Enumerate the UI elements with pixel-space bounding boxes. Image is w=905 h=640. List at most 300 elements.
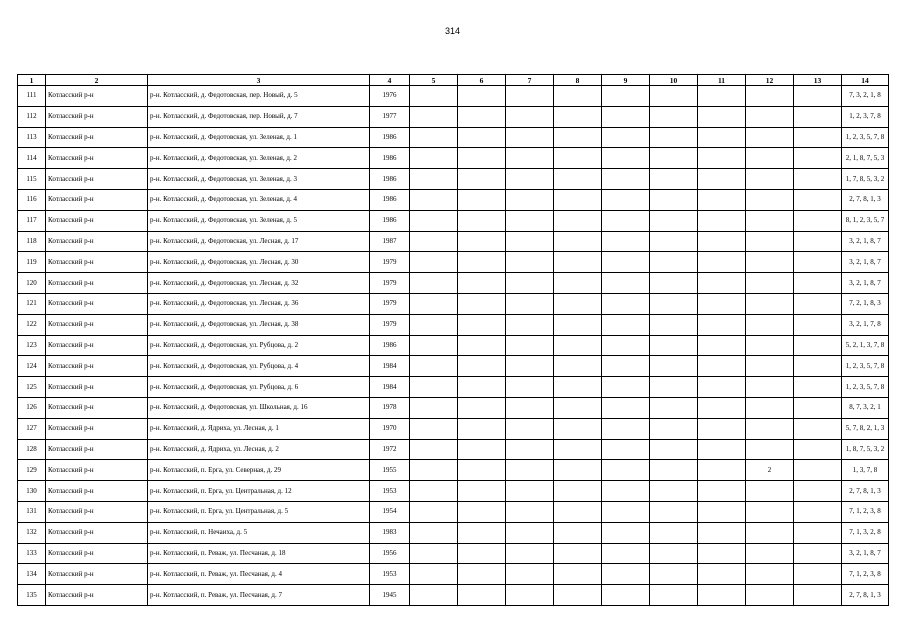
cell-col-13 bbox=[794, 273, 842, 294]
cell-col-12 bbox=[746, 356, 794, 377]
cell-col-9 bbox=[602, 273, 650, 294]
cell-col-5 bbox=[410, 418, 458, 439]
cell-col-9 bbox=[602, 314, 650, 335]
cell-address: р-н. Котласский, д. Федотовская, пер. Новый, д. 5 bbox=[148, 86, 370, 107]
cell-col-8 bbox=[554, 439, 602, 460]
cell-col-11 bbox=[698, 356, 746, 377]
cell-col-12 bbox=[746, 189, 794, 210]
cell-col-11 bbox=[698, 314, 746, 335]
cell-year: 1979 bbox=[370, 293, 410, 314]
cell-col-11 bbox=[698, 106, 746, 127]
cell-col-11 bbox=[698, 564, 746, 585]
cell-col-8 bbox=[554, 501, 602, 522]
cell-address: р-н. Котласский, д. Федотовская, ул. Лесная, д. 36 bbox=[148, 293, 370, 314]
cell-col-5 bbox=[410, 564, 458, 585]
cell-col-11 bbox=[698, 397, 746, 418]
cell-row-number: 120 bbox=[18, 273, 46, 294]
cell-year: 1986 bbox=[370, 148, 410, 169]
cell-row-number: 124 bbox=[18, 356, 46, 377]
cell-col-7 bbox=[506, 189, 554, 210]
table-row bbox=[18, 314, 889, 335]
cell-col-13 bbox=[794, 86, 842, 107]
cell-col-5 bbox=[410, 106, 458, 127]
cell-col-7 bbox=[506, 231, 554, 252]
cell-col-12 bbox=[746, 564, 794, 585]
column-header-7: 7 bbox=[506, 75, 554, 86]
cell-col-11 bbox=[698, 418, 746, 439]
table-row bbox=[18, 564, 889, 585]
cell-col-9 bbox=[602, 293, 650, 314]
cell-district: Котласский р-н bbox=[46, 377, 148, 398]
cell-year: 1983 bbox=[370, 522, 410, 543]
cell-col-14: 3, 2, 1, 8, 7 bbox=[842, 543, 889, 564]
cell-address: р-н. Котласский, п. Реваж, ул. Песчаная, д. 7 bbox=[148, 585, 370, 606]
cell-district: Котласский р-н bbox=[46, 252, 148, 273]
column-header-10: 10 bbox=[650, 75, 698, 86]
cell-address: р-н. Котласский, д. Федотовская, ул. Рубцова, д. 6 bbox=[148, 377, 370, 398]
cell-col-13 bbox=[794, 397, 842, 418]
cell-col-13 bbox=[794, 335, 842, 356]
cell-district: Котласский р-н bbox=[46, 585, 148, 606]
cell-col-5 bbox=[410, 481, 458, 502]
cell-col-11 bbox=[698, 210, 746, 231]
cell-year: 1986 bbox=[370, 127, 410, 148]
cell-district: Котласский р-н bbox=[46, 356, 148, 377]
table-row bbox=[18, 522, 889, 543]
cell-col-12 bbox=[746, 314, 794, 335]
cell-district: Котласский р-н bbox=[46, 418, 148, 439]
cell-col-7 bbox=[506, 585, 554, 606]
cell-col-7 bbox=[506, 356, 554, 377]
cell-district: Котласский р-н bbox=[46, 564, 148, 585]
cell-col-9 bbox=[602, 522, 650, 543]
cell-district: Котласский р-н bbox=[46, 86, 148, 107]
cell-col-8 bbox=[554, 169, 602, 190]
cell-col-10 bbox=[650, 418, 698, 439]
cell-col-12 bbox=[746, 231, 794, 252]
register-table bbox=[17, 74, 889, 606]
cell-year: 1955 bbox=[370, 460, 410, 481]
cell-col-7 bbox=[506, 314, 554, 335]
cell-col-7 bbox=[506, 210, 554, 231]
cell-col-8 bbox=[554, 397, 602, 418]
cell-district: Котласский р-н bbox=[46, 460, 148, 481]
cell-col-11 bbox=[698, 231, 746, 252]
cell-col-8 bbox=[554, 189, 602, 210]
cell-row-number: 112 bbox=[18, 106, 46, 127]
cell-row-number: 122 bbox=[18, 314, 46, 335]
cell-col-14: 5, 7, 8, 2, 1, 3 bbox=[842, 418, 889, 439]
cell-row-number: 127 bbox=[18, 418, 46, 439]
cell-col-5 bbox=[410, 501, 458, 522]
cell-col-14: 1, 2, 3, 5, 7, 8 bbox=[842, 377, 889, 398]
cell-col-5 bbox=[410, 356, 458, 377]
cell-col-5 bbox=[410, 148, 458, 169]
cell-address: р-н. Котласский, д. Ядриха, ул. Лесная, д. 1 bbox=[148, 418, 370, 439]
cell-col-6 bbox=[458, 481, 506, 502]
cell-col-7 bbox=[506, 460, 554, 481]
cell-col-13 bbox=[794, 543, 842, 564]
cell-col-8 bbox=[554, 481, 602, 502]
cell-col-14: 1, 3, 7, 8 bbox=[842, 460, 889, 481]
table-row bbox=[18, 585, 889, 606]
cell-col-6 bbox=[458, 543, 506, 564]
cell-row-number: 128 bbox=[18, 439, 46, 460]
cell-col-14: 3, 2, 1, 8, 7 bbox=[842, 273, 889, 294]
cell-address: р-н. Котласский, д. Федотовская, ул. Зеленая, д. 3 bbox=[148, 169, 370, 190]
cell-col-9 bbox=[602, 585, 650, 606]
cell-col-14: 5, 2, 1, 3, 7, 8 bbox=[842, 335, 889, 356]
cell-row-number: 129 bbox=[18, 460, 46, 481]
cell-col-10 bbox=[650, 127, 698, 148]
table-row bbox=[18, 210, 889, 231]
cell-col-8 bbox=[554, 293, 602, 314]
cell-col-8 bbox=[554, 148, 602, 169]
cell-col-10 bbox=[650, 273, 698, 294]
cell-col-11 bbox=[698, 585, 746, 606]
cell-col-5 bbox=[410, 231, 458, 252]
cell-col-6 bbox=[458, 522, 506, 543]
column-header-5: 5 bbox=[410, 75, 458, 86]
cell-col-9 bbox=[602, 418, 650, 439]
cell-row-number: 123 bbox=[18, 335, 46, 356]
cell-year: 1972 bbox=[370, 439, 410, 460]
cell-col-13 bbox=[794, 585, 842, 606]
cell-col-6 bbox=[458, 460, 506, 481]
cell-col-13 bbox=[794, 252, 842, 273]
cell-col-7 bbox=[506, 273, 554, 294]
cell-year: 1945 bbox=[370, 585, 410, 606]
cell-col-9 bbox=[602, 356, 650, 377]
cell-col-8 bbox=[554, 377, 602, 398]
cell-address: р-н. Котласский, д. Федотовская, ул. Школьная, д. 16 bbox=[148, 397, 370, 418]
cell-col-10 bbox=[650, 439, 698, 460]
cell-col-8 bbox=[554, 314, 602, 335]
cell-col-14: 1, 2, 3, 7, 8 bbox=[842, 106, 889, 127]
cell-col-14: 1, 7, 8, 5, 3, 2 bbox=[842, 169, 889, 190]
cell-col-7 bbox=[506, 106, 554, 127]
cell-year: 1986 bbox=[370, 335, 410, 356]
cell-address: р-н. Котласский, п. Ерга, ул. Центральная, д. 5 bbox=[148, 501, 370, 522]
cell-district: Котласский р-н bbox=[46, 543, 148, 564]
table-row bbox=[18, 189, 889, 210]
cell-district: Котласский р-н bbox=[46, 397, 148, 418]
cell-col-12 bbox=[746, 418, 794, 439]
table-row bbox=[18, 397, 889, 418]
table-row bbox=[18, 231, 889, 252]
cell-col-14: 1, 2, 3, 5, 7, 8 bbox=[842, 356, 889, 377]
cell-address: р-н. Котласский, п. Ерга, ул. Северная, д. 29 bbox=[148, 460, 370, 481]
cell-col-14: 8, 7, 3, 2, 1 bbox=[842, 397, 889, 418]
column-header-12: 12 bbox=[746, 75, 794, 86]
cell-col-14: 2, 1, 8, 7, 5, 3 bbox=[842, 148, 889, 169]
column-header-14: 14 bbox=[842, 75, 889, 86]
cell-col-11 bbox=[698, 189, 746, 210]
cell-col-11 bbox=[698, 335, 746, 356]
cell-col-11 bbox=[698, 377, 746, 398]
table-row bbox=[18, 86, 889, 107]
cell-district: Котласский р-н bbox=[46, 439, 148, 460]
cell-col-13 bbox=[794, 501, 842, 522]
cell-col-9 bbox=[602, 231, 650, 252]
cell-address: р-н. Котласский, п. Ерга, ул. Центральная, д. 12 bbox=[148, 481, 370, 502]
cell-col-6 bbox=[458, 564, 506, 585]
cell-district: Котласский р-н bbox=[46, 189, 148, 210]
cell-col-6 bbox=[458, 501, 506, 522]
table-row bbox=[18, 481, 889, 502]
cell-col-9 bbox=[602, 189, 650, 210]
cell-col-5 bbox=[410, 273, 458, 294]
cell-col-7 bbox=[506, 543, 554, 564]
table-row bbox=[18, 418, 889, 439]
cell-year: 1953 bbox=[370, 564, 410, 585]
cell-col-7 bbox=[506, 86, 554, 107]
cell-col-7 bbox=[506, 293, 554, 314]
cell-address: р-н. Котласский, д. Ядриха, ул. Лесная, д. 2 bbox=[148, 439, 370, 460]
cell-col-9 bbox=[602, 481, 650, 502]
cell-col-5 bbox=[410, 293, 458, 314]
cell-address: р-н. Котласский, д. Федотовская, ул. Лесная, д. 30 bbox=[148, 252, 370, 273]
cell-col-14: 1, 8, 7, 5, 3, 2 bbox=[842, 439, 889, 460]
cell-address: р-н. Котласский, д. Федотовская, ул. Рубцова, д. 4 bbox=[148, 356, 370, 377]
cell-col-9 bbox=[602, 397, 650, 418]
cell-district: Котласский р-н bbox=[46, 127, 148, 148]
cell-year: 1976 bbox=[370, 86, 410, 107]
cell-col-8 bbox=[554, 356, 602, 377]
cell-col-14: 7, 1, 3, 2, 8 bbox=[842, 522, 889, 543]
cell-col-5 bbox=[410, 335, 458, 356]
cell-col-8 bbox=[554, 86, 602, 107]
cell-col-10 bbox=[650, 231, 698, 252]
cell-row-number: 115 bbox=[18, 169, 46, 190]
cell-year: 1984 bbox=[370, 377, 410, 398]
cell-col-13 bbox=[794, 564, 842, 585]
cell-col-10 bbox=[650, 522, 698, 543]
cell-col-5 bbox=[410, 86, 458, 107]
cell-col-14: 7, 3, 2, 1, 8 bbox=[842, 86, 889, 107]
cell-col-6 bbox=[458, 314, 506, 335]
cell-col-10 bbox=[650, 148, 698, 169]
cell-district: Котласский р-н bbox=[46, 148, 148, 169]
cell-col-12 bbox=[746, 522, 794, 543]
cell-row-number: 118 bbox=[18, 231, 46, 252]
cell-address: р-н. Котласский, п. Нечаиха, д. 5 bbox=[148, 522, 370, 543]
cell-col-7 bbox=[506, 397, 554, 418]
cell-col-5 bbox=[410, 397, 458, 418]
cell-row-number: 121 bbox=[18, 293, 46, 314]
cell-district: Котласский р-н bbox=[46, 522, 148, 543]
column-header-3: 3 bbox=[148, 75, 370, 86]
cell-col-13 bbox=[794, 293, 842, 314]
cell-year: 1979 bbox=[370, 252, 410, 273]
cell-col-11 bbox=[698, 439, 746, 460]
cell-col-8 bbox=[554, 335, 602, 356]
cell-col-10 bbox=[650, 585, 698, 606]
cell-col-7 bbox=[506, 564, 554, 585]
cell-year: 1979 bbox=[370, 314, 410, 335]
cell-col-6 bbox=[458, 231, 506, 252]
cell-col-8 bbox=[554, 522, 602, 543]
cell-col-6 bbox=[458, 418, 506, 439]
cell-col-12 bbox=[746, 439, 794, 460]
cell-year: 1956 bbox=[370, 543, 410, 564]
column-header-11: 11 bbox=[698, 75, 746, 86]
cell-col-9 bbox=[602, 439, 650, 460]
cell-row-number: 111 bbox=[18, 86, 46, 107]
cell-col-6 bbox=[458, 273, 506, 294]
cell-col-11 bbox=[698, 169, 746, 190]
cell-year: 1977 bbox=[370, 106, 410, 127]
cell-col-10 bbox=[650, 252, 698, 273]
cell-col-6 bbox=[458, 127, 506, 148]
cell-col-9 bbox=[602, 169, 650, 190]
cell-col-9 bbox=[602, 148, 650, 169]
cell-col-12 bbox=[746, 210, 794, 231]
cell-col-7 bbox=[506, 377, 554, 398]
cell-col-8 bbox=[554, 231, 602, 252]
page-number: 314 bbox=[444, 26, 461, 36]
column-header-4: 4 bbox=[370, 75, 410, 86]
cell-col-7 bbox=[506, 501, 554, 522]
cell-col-10 bbox=[650, 356, 698, 377]
cell-year: 1984 bbox=[370, 356, 410, 377]
cell-col-6 bbox=[458, 585, 506, 606]
cell-col-5 bbox=[410, 210, 458, 231]
cell-col-12 bbox=[746, 252, 794, 273]
cell-row-number: 135 bbox=[18, 585, 46, 606]
cell-col-8 bbox=[554, 564, 602, 585]
cell-col-10 bbox=[650, 335, 698, 356]
cell-address: р-н. Котласский, д. Федотовская, пер. Новый, д. 7 bbox=[148, 106, 370, 127]
cell-col-10 bbox=[650, 481, 698, 502]
cell-col-7 bbox=[506, 169, 554, 190]
cell-col-13 bbox=[794, 314, 842, 335]
cell-col-12 bbox=[746, 293, 794, 314]
cell-address: р-н. Котласский, д. Федотовская, ул. Лесная, д. 17 bbox=[148, 231, 370, 252]
cell-col-13 bbox=[794, 460, 842, 481]
table-row bbox=[18, 501, 889, 522]
cell-col-14: 2, 7, 8, 1, 3 bbox=[842, 585, 889, 606]
cell-col-12 bbox=[746, 543, 794, 564]
cell-col-13 bbox=[794, 148, 842, 169]
cell-row-number: 131 bbox=[18, 501, 46, 522]
cell-col-14: 2, 7, 8, 1, 3 bbox=[842, 189, 889, 210]
header-row bbox=[18, 75, 889, 86]
cell-col-5 bbox=[410, 460, 458, 481]
cell-col-7 bbox=[506, 252, 554, 273]
cell-col-7 bbox=[506, 127, 554, 148]
cell-col-13 bbox=[794, 189, 842, 210]
cell-col-13 bbox=[794, 231, 842, 252]
cell-address: р-н. Котласский, д. Федотовская, ул. Рубцова, д. 2 bbox=[148, 335, 370, 356]
cell-col-11 bbox=[698, 148, 746, 169]
cell-col-12 bbox=[746, 585, 794, 606]
cell-row-number: 134 bbox=[18, 564, 46, 585]
cell-row-number: 130 bbox=[18, 481, 46, 502]
cell-year: 1970 bbox=[370, 418, 410, 439]
cell-col-13 bbox=[794, 418, 842, 439]
cell-district: Котласский р-н bbox=[46, 169, 148, 190]
table-row bbox=[18, 356, 889, 377]
cell-district: Котласский р-н bbox=[46, 314, 148, 335]
cell-col-9 bbox=[602, 377, 650, 398]
cell-row-number: 125 bbox=[18, 377, 46, 398]
cell-col-10 bbox=[650, 106, 698, 127]
cell-col-11 bbox=[698, 481, 746, 502]
table-row bbox=[18, 148, 889, 169]
cell-col-12 bbox=[746, 86, 794, 107]
cell-district: Котласский р-н bbox=[46, 231, 148, 252]
table-row bbox=[18, 127, 889, 148]
cell-year: 1987 bbox=[370, 231, 410, 252]
cell-col-10 bbox=[650, 543, 698, 564]
cell-col-7 bbox=[506, 335, 554, 356]
cell-col-13 bbox=[794, 169, 842, 190]
cell-col-9 bbox=[602, 501, 650, 522]
cell-address: р-н. Котласский, д. Федотовская, ул. Зеленая, д. 4 bbox=[148, 189, 370, 210]
cell-year: 1986 bbox=[370, 189, 410, 210]
cell-col-12 bbox=[746, 127, 794, 148]
cell-col-14: 8, 1, 2, 3, 5, 7 bbox=[842, 210, 889, 231]
cell-col-10 bbox=[650, 169, 698, 190]
cell-col-10 bbox=[650, 564, 698, 585]
cell-col-5 bbox=[410, 189, 458, 210]
cell-col-10 bbox=[650, 377, 698, 398]
cell-col-12 bbox=[746, 273, 794, 294]
column-header-13: 13 bbox=[794, 75, 842, 86]
cell-col-6 bbox=[458, 86, 506, 107]
cell-col-12 bbox=[746, 106, 794, 127]
table-body bbox=[18, 86, 889, 606]
column-header-8: 8 bbox=[554, 75, 602, 86]
cell-col-8 bbox=[554, 273, 602, 294]
cell-col-9 bbox=[602, 127, 650, 148]
cell-col-6 bbox=[458, 106, 506, 127]
cell-col-6 bbox=[458, 252, 506, 273]
cell-col-6 bbox=[458, 148, 506, 169]
cell-col-12 bbox=[746, 501, 794, 522]
cell-col-11 bbox=[698, 252, 746, 273]
cell-col-13 bbox=[794, 522, 842, 543]
cell-col-12 bbox=[746, 377, 794, 398]
cell-year: 1978 bbox=[370, 397, 410, 418]
cell-col-5 bbox=[410, 377, 458, 398]
column-header-2: 2 bbox=[46, 75, 148, 86]
cell-col-8 bbox=[554, 418, 602, 439]
cell-col-9 bbox=[602, 543, 650, 564]
cell-col-9 bbox=[602, 335, 650, 356]
cell-col-8 bbox=[554, 543, 602, 564]
cell-row-number: 117 bbox=[18, 210, 46, 231]
cell-col-14: 7, 1, 2, 3, 8 bbox=[842, 564, 889, 585]
cell-col-11 bbox=[698, 127, 746, 148]
cell-col-6 bbox=[458, 439, 506, 460]
cell-col-6 bbox=[458, 210, 506, 231]
cell-district: Котласский р-н bbox=[46, 335, 148, 356]
cell-col-14: 3, 2, 1, 8, 7 bbox=[842, 252, 889, 273]
cell-col-14: 2, 7, 8, 1, 3 bbox=[842, 481, 889, 502]
cell-col-10 bbox=[650, 210, 698, 231]
cell-col-5 bbox=[410, 522, 458, 543]
cell-col-13 bbox=[794, 481, 842, 502]
cell-col-6 bbox=[458, 397, 506, 418]
cell-col-7 bbox=[506, 522, 554, 543]
table-row bbox=[18, 273, 889, 294]
cell-col-8 bbox=[554, 106, 602, 127]
cell-col-8 bbox=[554, 252, 602, 273]
cell-year: 1954 bbox=[370, 501, 410, 522]
cell-col-6 bbox=[458, 189, 506, 210]
